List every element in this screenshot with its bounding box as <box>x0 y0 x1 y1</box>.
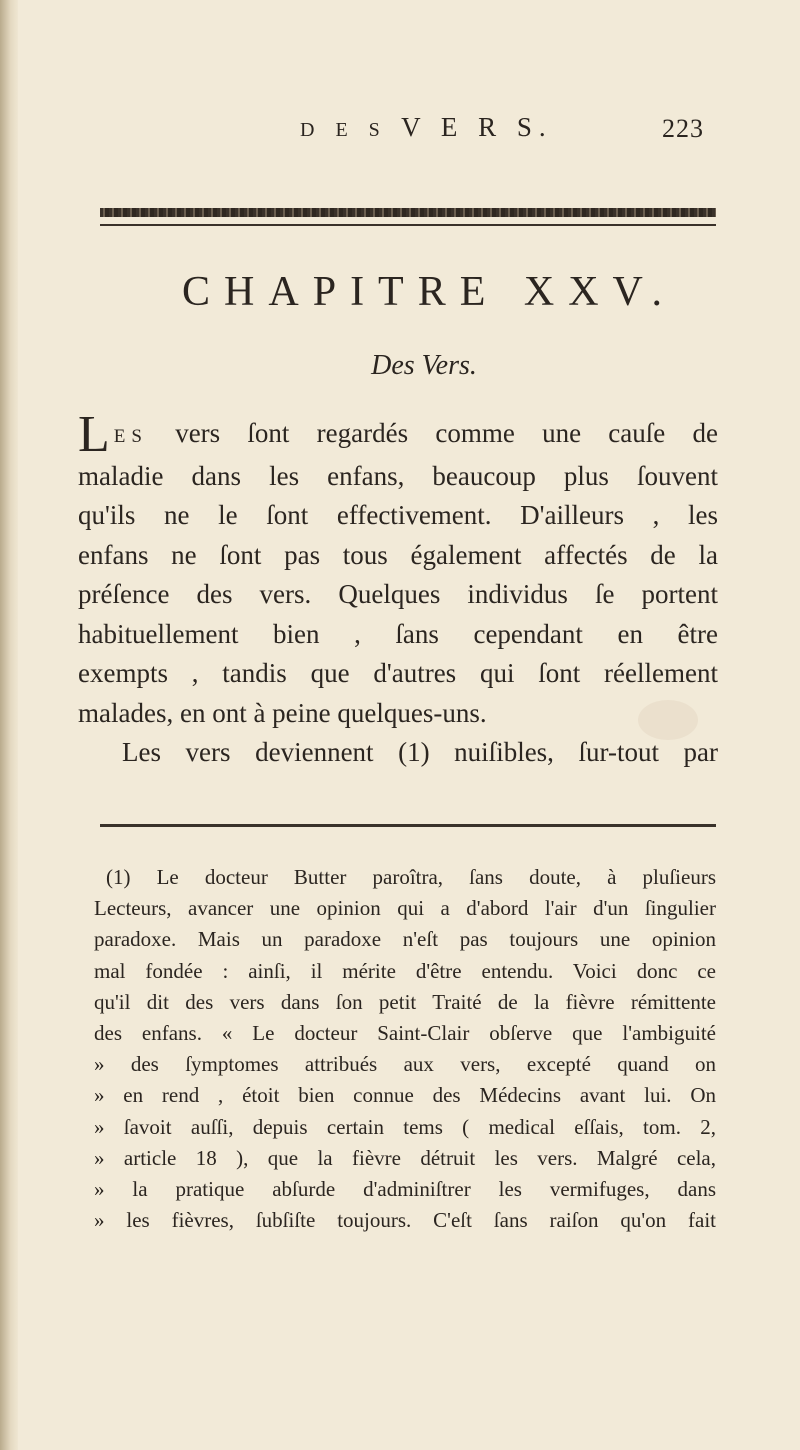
footnote-rule <box>100 824 716 827</box>
body-line: qu'ils ne le ſont effectivement. D'ailleurs , les <box>78 500 718 530</box>
footnote-line: » article 18 ), que la fièvre détruit les vers. Malgré cela, <box>94 1145 716 1170</box>
footnote-line: qu'il dit des vers dans ſon petit Traité de la fièvre rémittente <box>94 989 716 1014</box>
chapter-title: CHAPITRE XXV. <box>182 269 676 315</box>
body-line: habituellement bien , ſans cependant en être <box>78 618 718 649</box>
footnote <box>94 862 716 1236</box>
page-number: 223 <box>662 114 704 143</box>
body-line: préſence des vers. Quelques individus ſe portent <box>78 579 718 609</box>
footnote-line: paradoxe. Mais un paradoxe n'eſt pas toujours une opinion <box>94 927 716 952</box>
footnote-line: mal fondée : ainſi, il mérite d'être entendu. Voici donc ce <box>94 958 716 983</box>
footnote-line: » des ſymptomes attribués aux vers, excepté quand on <box>94 1052 716 1077</box>
footnote-line: » les fièvres, ſubſiſte toujours. C'eſt ſans raiſon qu'on fait <box>94 1208 716 1233</box>
body-line: exempts , tandis que d'autres qui ſont réellement <box>78 658 718 688</box>
footnote-line: » en rend , étoit bien connue des Médecins avant lui. On <box>94 1083 716 1108</box>
header-ornament-rule <box>100 224 716 226</box>
chapter-subtitle: Des Vers. <box>371 350 477 381</box>
first-word: ES <box>113 426 148 447</box>
running-head-main: V E R S. <box>401 112 553 142</box>
footnote-line: » la pratique abſurde d'adminiſtrer les vermifuges, dans <box>94 1177 716 1202</box>
body-text <box>78 406 718 773</box>
book-page <box>18 0 800 1450</box>
page-gutter-edge <box>0 0 18 1450</box>
drop-cap: L <box>78 406 110 463</box>
footnote-line: (1) Le docteur Butter paroîtra, ſans doute, à pluſieurs <box>106 865 716 889</box>
running-head-pre: D E S <box>300 119 388 141</box>
body-line-1: LES vers ſont regardés comme une cauſe de <box>78 406 718 463</box>
header-ornament <box>100 208 716 217</box>
footnote-line: des enfans. « Le docteur Saint-Clair obſerve que l'ambiguité <box>94 1021 716 1046</box>
body-line: maladie dans les enfans, beaucoup plus ſouvent <box>78 460 718 491</box>
footnote-line: » ſavoit auſſi, depuis certain tems ( medical eſſais, tom. 2, <box>94 1114 716 1139</box>
running-head <box>300 112 710 143</box>
footnote-line: Lecteurs, avancer une opinion qui a d'abord l'air d'un ſingulier <box>94 896 716 921</box>
body-line: malades, en ont à peine quelques-uns. <box>78 697 487 728</box>
body-line: enfans ne ſont pas tous également affectés de la <box>78 539 718 570</box>
body-line: Les vers deviennent (1) nuiſibles, ſur-tout par <box>122 737 718 767</box>
